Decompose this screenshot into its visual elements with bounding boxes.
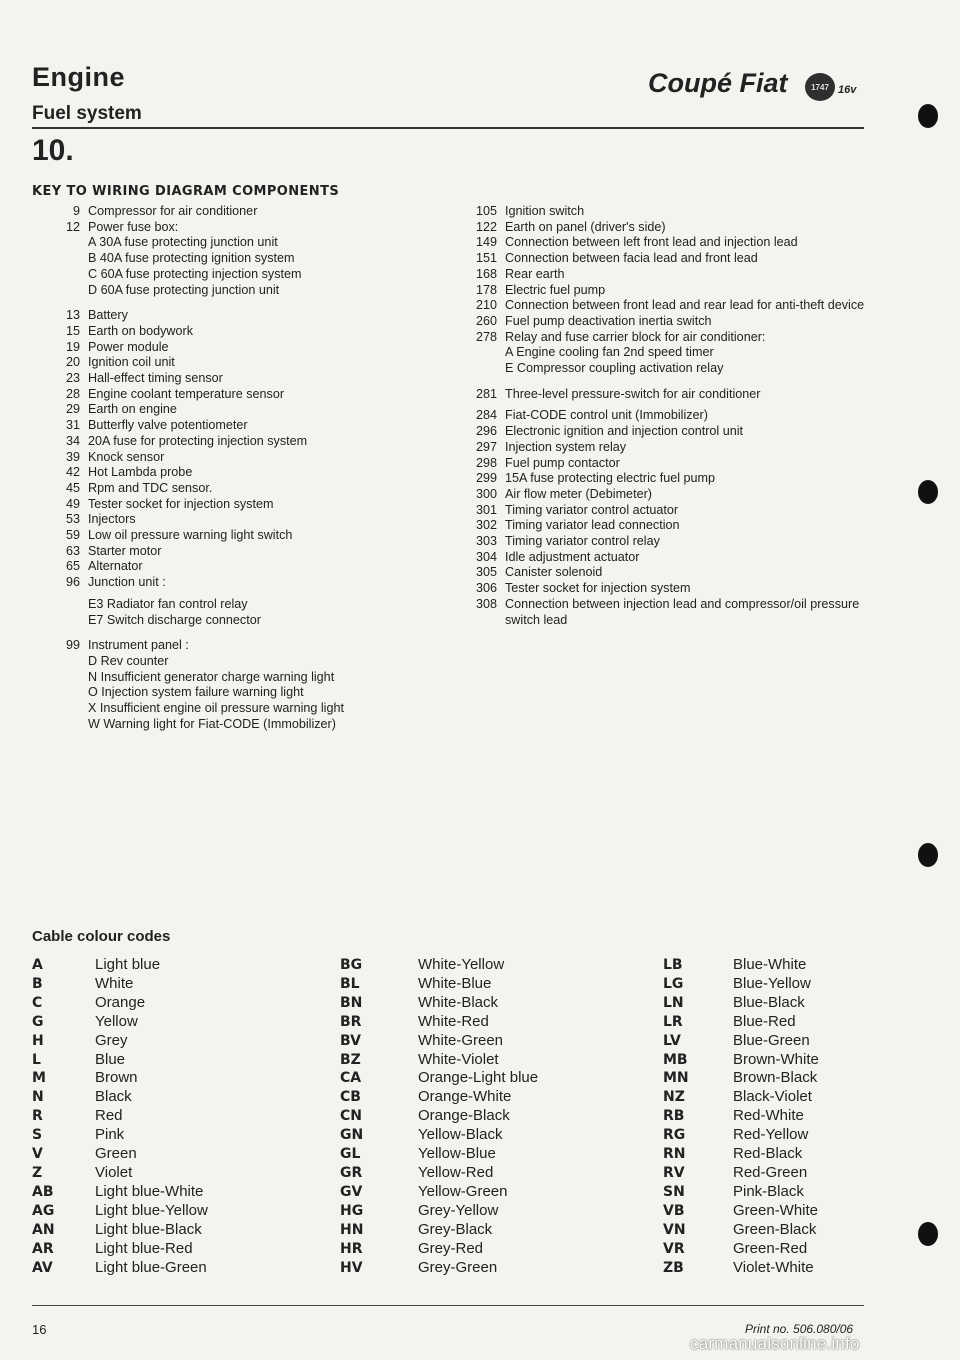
key-item: 303 Timing variator control relay <box>475 534 660 549</box>
key-item: 59 Low oil pressure warning light switch <box>65 528 293 543</box>
cable-code-row: M Brown <box>32 1069 138 1087</box>
key-subitem: A 30A fuse protecting junction unit <box>88 235 278 250</box>
cable-code-row: LB Blue-White <box>663 956 807 973</box>
cable-code-row: LR Blue-Red <box>663 1012 796 1030</box>
key-subitem: B 40A fuse protecting ignition system <box>88 251 295 266</box>
cable-code-row: BV White-Green <box>340 1031 504 1049</box>
cable-code-row: AV Light blue-Green <box>32 1258 207 1276</box>
key-item: 42 Hot Lambda probe <box>65 465 193 480</box>
key-item: 168 Rear earth <box>475 266 565 281</box>
cable-codes-column-3 <box>663 956 819 1277</box>
cable-code-row: NZ Black-Violet <box>663 1088 812 1106</box>
cable-code-row: HN Grey-Black <box>340 1220 493 1238</box>
key-subitem: E7 Switch discharge connector <box>88 612 261 627</box>
cable-code-row: BZ White-Violet <box>340 1050 499 1068</box>
cable-code-row: GR Yellow-Red <box>340 1163 494 1181</box>
key-item: 105 Ignition switch <box>475 204 585 218</box>
binding-hole-icon <box>918 843 938 867</box>
cable-code-row: GL Yellow-Blue <box>340 1145 496 1163</box>
section-number: 10. <box>32 134 74 167</box>
cable-code-row: RG Red-Yellow <box>663 1126 809 1144</box>
key-item: 304 Idle adjustment actuator <box>475 549 640 564</box>
cable-code-row: HR Grey-Red <box>340 1239 484 1257</box>
cable-code-row: Z Violet <box>32 1163 133 1181</box>
cable-code-row: GN Yellow-Black <box>340 1126 503 1144</box>
cable-code-row: V Green <box>32 1145 137 1163</box>
key-item: 178 Electric fuel pump <box>475 282 606 297</box>
key-item: 49 Tester socket for injection system <box>65 496 274 511</box>
cable-code-row: AN Light blue-Black <box>32 1220 202 1238</box>
cable-code-row: AG Light blue-Yellow <box>32 1201 208 1219</box>
key-item: 99 Instrument panel : <box>65 638 189 653</box>
key-item: 299 15A fuse protecting electric fuel pump <box>475 471 716 486</box>
cable-code-row: BN White-Black <box>340 993 499 1011</box>
cable-code-row: HV Grey-Green <box>340 1258 498 1276</box>
key-item: 149 Connection between left front lead and injection lead <box>475 235 798 250</box>
key-item: 9 Compressor for air conditioner <box>72 204 258 218</box>
key-subitem: N Insufficient generator charge warning light <box>88 669 335 684</box>
cable-code-row: VN Green-Black <box>663 1220 817 1238</box>
header-divider <box>32 127 864 129</box>
cable-code-row: R Red <box>32 1107 123 1125</box>
cable-code-row: GV Yellow-Green <box>340 1182 508 1200</box>
key-item: 20 Ignition coil unit <box>65 355 175 370</box>
cable-code-row: LN Blue-Black <box>663 993 805 1011</box>
cable-codes-column-1 <box>32 956 208 1277</box>
cable-code-row: LG Blue-Yellow <box>663 974 811 992</box>
key-item: 305 Canister solenoid <box>475 565 603 580</box>
key-item: 297 Injection system relay <box>475 439 627 454</box>
cable-code-row: A Light blue <box>32 956 161 973</box>
key-item: 65 Alternator <box>65 559 143 574</box>
cable-code-row: C Orange <box>32 993 146 1011</box>
cable-code-row: AB Light blue-White <box>32 1182 204 1200</box>
key-item: 301 Timing variator control actuator <box>475 502 679 517</box>
engine-variant: 16v <box>838 84 857 96</box>
key-item: 308 Connection between injection lead and compressor/oil pressure switch lead <box>475 596 860 627</box>
print-number: Print no. 506.080/06 <box>745 1322 854 1336</box>
cable-code-row: ZB Violet-White <box>663 1258 814 1276</box>
key-item: 45 Rpm and TDC sensor. <box>65 480 213 495</box>
cable-code-row: BL White-Blue <box>340 974 492 992</box>
cable-code-row: AR Light blue-Red <box>32 1239 193 1257</box>
key-item: 122 Earth on panel (driver's side) <box>475 219 666 234</box>
key-list-right <box>475 204 875 628</box>
key-subitem: C 60A fuse protecting injection system <box>88 266 302 281</box>
binding-hole-icon <box>918 480 938 504</box>
cable-code-row: H Grey <box>32 1031 128 1049</box>
footer-divider <box>32 1305 864 1306</box>
key-item: 13 Battery <box>65 308 128 323</box>
cable-code-row: BG White-Yellow <box>340 956 505 973</box>
key-subitem: D 60A fuse protecting junction unit <box>88 282 280 297</box>
watermark: carmanualsonline.info <box>690 1334 860 1353</box>
key-list-left <box>58 204 438 733</box>
binding-hole-icon <box>918 104 938 128</box>
key-item: 39 Knock sensor <box>65 449 165 464</box>
key-item: 260 Fuel pump deactivation inertia switch <box>475 313 712 328</box>
cable-code-row: CN Orange-Black <box>340 1107 510 1125</box>
cable-code-row: RB Red-White <box>663 1107 804 1125</box>
key-item: 278 Relay and fuse carrier block for air conditioner: <box>475 329 766 344</box>
cable-code-row: VR Green-Red <box>663 1239 808 1257</box>
key-item: 12 Power fuse box: <box>65 219 179 234</box>
cable-code-row: BR White-Red <box>340 1012 489 1030</box>
key-item: 63 Starter motor <box>65 543 162 558</box>
cable-code-row: RN Red-Black <box>663 1145 803 1163</box>
key-item: 29 Earth on engine <box>65 402 177 417</box>
key-item: 34 20A fuse for protecting injection system <box>65 433 308 448</box>
key-subitem: E Compressor coupling activation relay <box>505 361 724 376</box>
key-item: 302 Timing variator lead connection <box>475 518 680 533</box>
cable-codes-column-2 <box>340 956 538 1277</box>
cable-code-row: N Black <box>32 1088 132 1106</box>
page-number: 16 <box>32 1322 47 1337</box>
key-item: 31 Butterfly valve potentiometer <box>65 418 248 433</box>
key-item: 28 Engine coolant temperature sensor <box>65 386 285 401</box>
cable-code-row: RV Red-Green <box>663 1163 808 1181</box>
key-item: 96 Junction unit : <box>65 575 166 590</box>
cable-code-row: G Yellow <box>32 1012 138 1030</box>
cable-code-row: MB Brown-White <box>663 1050 819 1068</box>
key-item: 281 Three-level pressure-switch for air conditioner <box>475 386 761 401</box>
key-subitem: D Rev counter <box>88 653 169 668</box>
cable-code-row: CB Orange-White <box>340 1088 512 1106</box>
brand-title: Coupé Fiat <box>648 68 788 98</box>
key-item: 210 Connection between front lead and rear lead for anti-theft device <box>475 298 865 313</box>
cable-code-row: VB Green-White <box>663 1201 819 1219</box>
key-item: 19 Power module <box>65 339 169 354</box>
key-subitem: W Warning light for Fiat-CODE (Immobilizer) <box>88 716 336 731</box>
cable-code-row: CA Orange-Light blue <box>340 1069 539 1087</box>
key-subitem: E3 Radiator fan control relay <box>88 596 248 611</box>
key-item: 23 Hall-effect timing sensor <box>65 371 223 386</box>
cable-code-row: LV Blue-Green <box>663 1031 810 1049</box>
key-item: 296 Electronic ignition and injection control unit <box>475 424 744 439</box>
key-item: 15 Earth on bodywork <box>65 323 194 338</box>
section-title: Engine <box>32 62 126 92</box>
key-item: 300 Air flow meter (Debimeter) <box>475 486 652 501</box>
cable-code-row: SN Pink-Black <box>663 1182 804 1200</box>
key-title: KEY TO WIRING DIAGRAM COMPONENTS <box>32 184 340 199</box>
key-subitem: O Injection system failure warning light <box>88 685 304 700</box>
cable-codes-title: Cable colour codes <box>32 928 171 945</box>
key-item: 298 Fuel pump contactor <box>475 455 620 470</box>
cable-code-row: HG Grey-Yellow <box>340 1201 499 1219</box>
cable-code-row: S Pink <box>32 1126 125 1144</box>
binding-hole-icon <box>918 1222 938 1246</box>
key-subitem: A Engine cooling fan 2nd speed timer <box>505 345 714 360</box>
key-item: 284 Fiat-CODE control unit (Immobilizer) <box>475 408 708 423</box>
fiat-logo-icon: 1747 <box>805 73 835 101</box>
cable-code-row: MN Brown-Black <box>663 1069 818 1087</box>
cable-code-row: L Blue <box>32 1050 126 1068</box>
key-subitem: X Insufficient engine oil pressure warning light <box>88 701 344 716</box>
subsection-title: Fuel system <box>32 103 142 124</box>
key-item: 151 Connection between facia lead and front lead <box>475 251 758 266</box>
cable-code-row: B White <box>32 974 134 992</box>
key-item: 53 Injectors <box>65 512 136 527</box>
key-item: 306 Tester socket for injection system <box>475 581 691 596</box>
